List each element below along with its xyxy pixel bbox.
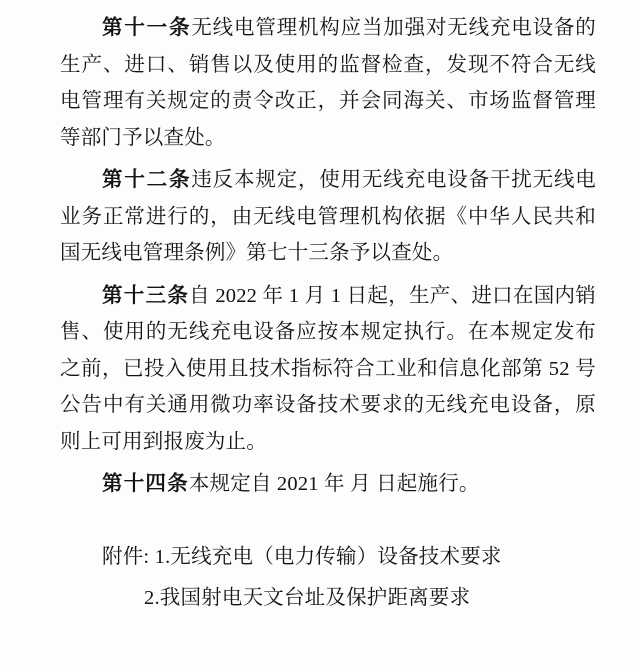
paragraph-article-14 [60, 466, 596, 503]
article-label-12: 第十二条 [102, 169, 192, 191]
article-text-11: 无线电管理机构应当加强对无线充电设备的生产、进口、销售以及使用的监督检查，发现不符合无线电管理有关规定的责令改正，并会同海关、市场监督管理等部门予以查处。 [60, 17, 596, 149]
article-text-14: 本规定自 2021 年 月 日起施行。 [188, 473, 480, 495]
paragraph-article-13 [60, 278, 596, 461]
paragraph-article-11 [60, 10, 596, 156]
attachment-list [60, 537, 596, 619]
paragraph-article-12 [60, 162, 596, 272]
article-text-12: 违反本规定，使用无线充电设备干扰无线电业务正常进行的，由无线电管理机构依据《中华人民共和国无线电管理条例》第七十三条予以查处。 [60, 169, 596, 264]
article-label-11: 第十一条 [102, 17, 192, 39]
attachment-item-1: 附件: 1.无线充电（电力传输）设备技术要求 [102, 545, 502, 568]
article-label-13: 第十三条 [102, 284, 190, 307]
attachment-item-2: 2.我国射电天文台址及保护距离要求 [144, 586, 471, 609]
article-text-13: 自 2022 年 1 月 1 日起，生产、进口在国内销售、使用的无线充电设备应按本规定执行。在本规定发布之前，已投入使用且技术指标符合工业和信息化部第 52 号公告中有关通用微功率设备技术要求的无线充电设备，原则上可用到报废为止。 [60, 284, 596, 453]
article-label-14: 第十四条 [102, 473, 189, 495]
